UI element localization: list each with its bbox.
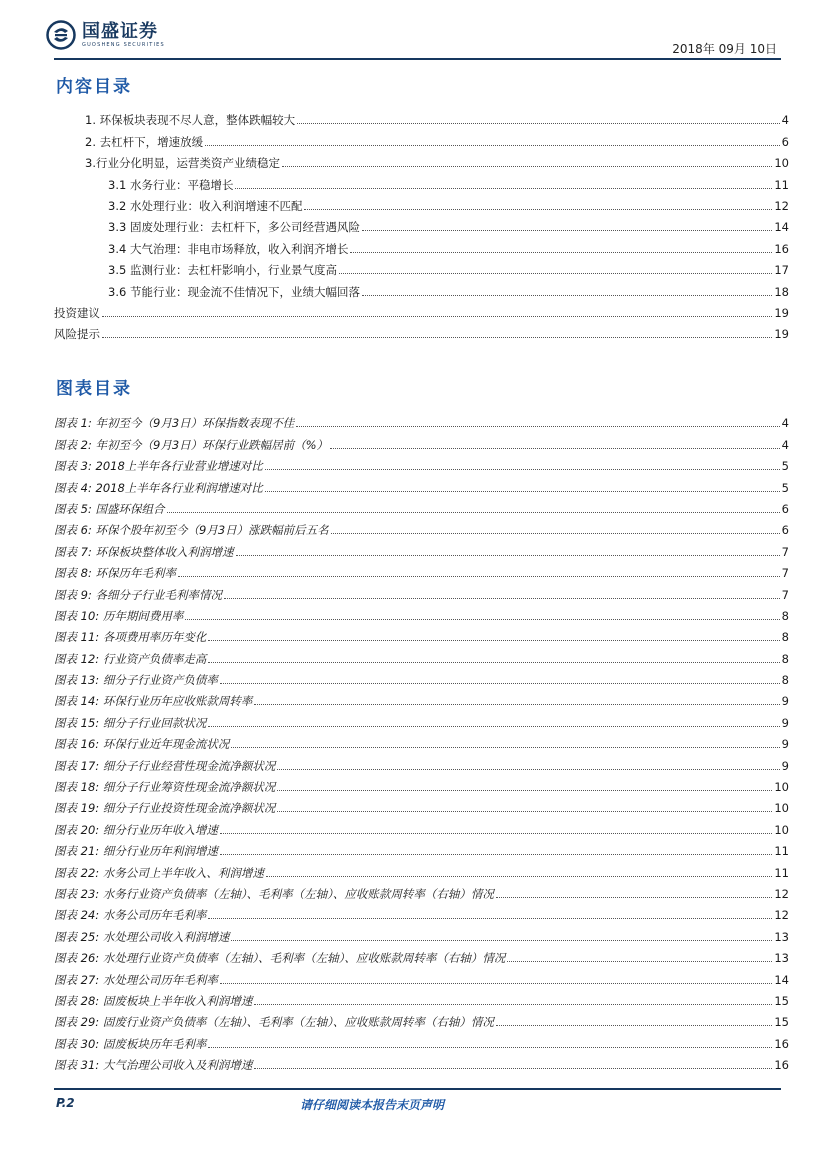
figure-entry[interactable] xyxy=(54,922,789,943)
figure-entry[interactable] xyxy=(54,602,789,623)
figure-entry[interactable] xyxy=(54,666,789,687)
contents-entry-label: 3.行业分化明显，运营类资产业绩稳定 xyxy=(85,156,280,171)
dot-leader xyxy=(208,725,779,727)
figure-entry-label: 图表 19: 细分子行业投资性现金流净额状况 xyxy=(54,801,276,816)
figure-entry-page: 11 xyxy=(774,844,789,859)
dot-leader xyxy=(331,532,780,534)
contents-entry[interactable] xyxy=(54,277,789,298)
figure-entry[interactable] xyxy=(54,687,789,708)
contents-entry[interactable] xyxy=(54,149,789,170)
figure-entry-label: 图表 13: 细分子行业资产负债率 xyxy=(54,673,218,688)
figure-entry[interactable] xyxy=(54,837,789,858)
dot-leader xyxy=(208,661,779,663)
dot-leader xyxy=(231,939,772,941)
figure-entry-page: 9 xyxy=(781,715,789,730)
figure-entry[interactable] xyxy=(54,516,789,537)
figure-entry-page: 16 xyxy=(774,1058,789,1073)
figure-entry-label: 图表 14: 环保行业历年应收账款周转率 xyxy=(54,694,253,709)
dot-leader xyxy=(236,554,780,556)
figure-entry[interactable] xyxy=(54,773,789,794)
figure-entry-label: 图表 24: 水务公司历年毛利率 xyxy=(54,908,207,923)
figure-entry-page: 11 xyxy=(774,865,789,880)
header-divider xyxy=(54,58,781,60)
figure-entry-label: 图表 4: 2018上半年各行业利润增速对比 xyxy=(54,480,263,495)
figure-entry[interactable] xyxy=(54,987,789,1008)
figure-entry-label: 图表 29: 固废行业资产负债率（左轴）、毛利率（左轴）、应收账款周转率（右轴）情况 xyxy=(54,1015,494,1030)
figure-entry-page: 5 xyxy=(781,480,789,495)
dot-leader xyxy=(277,789,772,791)
dot-leader xyxy=(266,875,773,877)
figure-entry-label: 图表 12: 行业资产负债率走高 xyxy=(54,651,207,666)
contents-entry-page: 12 xyxy=(774,198,789,213)
figure-entry[interactable] xyxy=(54,409,789,430)
figure-entry-label: 图表 8: 环保历年毛利率 xyxy=(54,566,177,581)
company-logo-icon xyxy=(46,20,76,50)
figure-entry-label: 图表 6: 环保个股年初至今（9月3日）涨跌幅前后五名 xyxy=(54,523,329,538)
contents-entry-page: 10 xyxy=(774,156,789,171)
contents-list xyxy=(54,106,789,341)
contents-entry[interactable] xyxy=(54,127,789,148)
dot-leader xyxy=(208,639,779,641)
report-date: 2018年 09月 10日 xyxy=(672,42,777,56)
figure-entry-label: 图表 31: 大气治理公司收入及利润增速 xyxy=(54,1058,253,1073)
figure-entry-page: 10 xyxy=(774,801,789,816)
figure-entry-page: 8 xyxy=(781,651,789,666)
figure-entry[interactable] xyxy=(54,559,789,580)
contents-entry-page: 17 xyxy=(774,263,789,278)
figure-entry-label: 图表 23: 水务行业资产负债率（左轴）、毛利率（左轴）、应收账款周转率（右轴）情况 xyxy=(54,886,494,901)
figure-entry-page: 10 xyxy=(774,780,789,795)
page-header xyxy=(0,0,827,66)
figure-entry[interactable] xyxy=(54,1008,789,1029)
figure-entry[interactable] xyxy=(54,965,789,986)
figure-entry-label: 图表 22: 水务公司上半年收入、利润增速 xyxy=(54,865,264,880)
figure-entry-page: 6 xyxy=(781,501,789,516)
contents-entry[interactable] xyxy=(54,170,789,191)
figure-entry-page: 9 xyxy=(781,737,789,752)
figure-entry-page: 9 xyxy=(781,694,789,709)
figure-entry[interactable] xyxy=(54,901,789,922)
figure-entry-label: 图表 7: 环保板块整体收入利润增速 xyxy=(54,544,234,559)
contents-entry-page: 19 xyxy=(774,305,789,320)
figure-entry-label: 图表 1: 年初至今（9月3日）环保指数表现不佳 xyxy=(54,416,295,431)
dot-leader xyxy=(208,917,772,919)
figure-entry[interactable] xyxy=(54,858,789,879)
dot-leader xyxy=(265,468,780,470)
dot-leader xyxy=(265,490,780,492)
figure-entry-label: 图表 20: 细分行业历年收入增速 xyxy=(54,822,218,837)
dot-leader xyxy=(296,425,780,427)
contents-entry[interactable] xyxy=(54,299,789,320)
contents-entry-label: 3.2 水处理行业：收入利润增速不匹配 xyxy=(108,198,303,213)
figure-entry-label: 图表 11: 各项费用率历年变化 xyxy=(54,630,207,645)
figure-entry-page: 16 xyxy=(774,1036,789,1051)
figure-entry[interactable] xyxy=(54,473,789,494)
contents-entry-page: 19 xyxy=(774,327,789,342)
figure-entry-page: 5 xyxy=(781,459,789,474)
figure-entry[interactable] xyxy=(54,815,789,836)
dot-leader xyxy=(496,1024,773,1026)
contents-entry[interactable] xyxy=(54,192,789,213)
figure-entry-label: 图表 27: 水处理公司历年毛利率 xyxy=(54,972,218,987)
figure-entry[interactable] xyxy=(54,623,789,644)
contents-entry-label: 2. 去杠杆下，增速放缓 xyxy=(85,134,204,149)
figure-entry-page: 15 xyxy=(774,1015,789,1030)
figure-entry-page: 10 xyxy=(774,822,789,837)
contents-title: 内容目录 xyxy=(56,77,132,97)
figure-entry[interactable] xyxy=(54,751,789,772)
figure-entry-page: 8 xyxy=(781,630,789,645)
dot-leader xyxy=(254,1067,772,1069)
figure-entry-label: 图表 3: 2018上半年各行业营业增速对比 xyxy=(54,459,263,474)
figure-entry[interactable] xyxy=(54,537,789,558)
contents-entry-label: 3.1 水务行业：平稳增长 xyxy=(108,177,234,192)
figure-entry[interactable] xyxy=(54,452,789,473)
figure-entry[interactable] xyxy=(54,880,789,901)
figure-entry-label: 图表 16: 环保行业近年现金流状况 xyxy=(54,737,230,752)
figure-entry-page: 4 xyxy=(781,416,789,431)
dot-leader xyxy=(254,1003,772,1005)
figure-entry[interactable] xyxy=(54,1029,789,1050)
dot-leader xyxy=(224,597,780,599)
dot-leader xyxy=(220,853,773,855)
figure-entry[interactable] xyxy=(54,644,789,665)
company-logo xyxy=(46,20,165,50)
figure-entry-page: 6 xyxy=(781,523,789,538)
figure-entry-label: 图表 30: 固废板块历年毛利率 xyxy=(54,1036,207,1051)
dot-leader xyxy=(220,982,773,984)
dot-leader xyxy=(277,810,772,812)
figure-entry-page: 4 xyxy=(781,437,789,452)
dot-leader xyxy=(185,618,779,620)
dot-leader xyxy=(231,746,779,748)
figure-entry-label: 图表 9: 各细分子行业毛利率情况 xyxy=(54,587,223,602)
contents-entry[interactable] xyxy=(54,234,789,255)
contents-entry-label: 3.5 监测行业：去杠杆影响小，行业景气度高 xyxy=(108,263,337,278)
figure-entry-label: 图表 5: 国盛环保组合 xyxy=(54,501,165,516)
figure-entry-page: 7 xyxy=(781,544,789,559)
figure-entry-page: 12 xyxy=(774,908,789,923)
figure-entry-label: 图表 25: 水处理公司收入利润增速 xyxy=(54,929,230,944)
contents-entry-page: 16 xyxy=(774,241,789,256)
dot-leader xyxy=(339,272,772,274)
dot-leader xyxy=(178,575,780,577)
footer-divider xyxy=(54,1088,781,1090)
figure-entry-label: 图表 15: 细分子行业回款状况 xyxy=(54,715,207,730)
figure-entry-page: 13 xyxy=(774,951,789,966)
dot-leader xyxy=(496,896,773,898)
figure-entry-page: 7 xyxy=(781,566,789,581)
figure-entry[interactable] xyxy=(54,430,789,451)
figure-entry[interactable] xyxy=(54,580,789,601)
figure-entry-page: 8 xyxy=(781,608,789,623)
figure-entry[interactable] xyxy=(54,1051,789,1072)
figures-list xyxy=(54,409,789,1072)
contents-entry[interactable] xyxy=(54,256,789,277)
figure-entry-label: 图表 2: 年初至今（9月3日）环保行业跌幅居前（%） xyxy=(54,437,329,452)
contents-entry[interactable] xyxy=(54,213,789,234)
dot-leader xyxy=(254,703,779,705)
contents-entry-page: 18 xyxy=(774,284,789,299)
contents-entry-page: 4 xyxy=(781,113,789,128)
contents-entry-label: 3.3 固废处理行业：去杠杆下，多公司经营遇风险 xyxy=(108,220,360,235)
figure-entry-page: 12 xyxy=(774,886,789,901)
contents-entry-page: 6 xyxy=(781,134,789,149)
figure-entry-page: 13 xyxy=(774,929,789,944)
dot-leader xyxy=(220,682,780,684)
contents-entry-page: 14 xyxy=(774,220,789,235)
dot-leader xyxy=(297,122,780,124)
dot-leader xyxy=(282,165,772,167)
page-number: P.2 xyxy=(56,1096,75,1110)
footer-disclaimer: 请仔细阅读本报告末页声明 xyxy=(300,1098,445,1112)
figure-entry-page: 14 xyxy=(774,972,789,987)
dot-leader xyxy=(102,315,772,317)
dot-leader xyxy=(102,336,772,338)
contents-entry-label: 风险提示 xyxy=(54,327,100,342)
figure-entry[interactable] xyxy=(54,495,789,516)
dot-leader xyxy=(277,768,779,770)
figure-entry-page: 15 xyxy=(774,993,789,1008)
figures-title: 图表目录 xyxy=(56,379,132,399)
company-name: 国盛证券 xyxy=(82,20,158,42)
contents-entry[interactable] xyxy=(54,106,789,127)
dot-leader xyxy=(362,294,772,296)
dot-leader xyxy=(220,832,773,834)
dot-leader xyxy=(350,251,772,253)
figure-entry-page: 9 xyxy=(781,758,789,773)
figure-entry-page: 7 xyxy=(781,587,789,602)
contents-entry-page: 11 xyxy=(774,177,789,192)
dot-leader xyxy=(330,447,780,449)
figure-entry-label: 图表 18: 细分子行业筹资性现金流净额状况 xyxy=(54,780,276,795)
contents-entry-label: 1. 环保板块表现不尽人意，整体跌幅较大 xyxy=(85,113,296,128)
dot-leader xyxy=(304,208,772,210)
contents-entry-label: 3.4 大气治理：非电市场释放，收入利润齐增长 xyxy=(108,241,349,256)
dot-leader xyxy=(205,144,780,146)
figure-entry[interactable] xyxy=(54,708,789,729)
dot-leader xyxy=(362,229,772,231)
figure-entry-label: 图表 21: 细分行业历年利润增速 xyxy=(54,844,218,859)
dot-leader xyxy=(507,960,772,962)
figure-entry-label: 图表 17: 细分子行业经营性现金流净额状况 xyxy=(54,758,276,773)
figure-entry-page: 8 xyxy=(781,673,789,688)
dot-leader xyxy=(235,187,772,189)
figure-entry[interactable] xyxy=(54,794,789,815)
figure-entry[interactable] xyxy=(54,944,789,965)
company-name-en: GUOSHENG SECURITIES xyxy=(82,41,165,48)
dot-leader xyxy=(208,1046,772,1048)
dot-leader xyxy=(167,511,780,513)
contents-entry-label: 3.6 节能行业：现金流不佳情况下，业绩大幅回落 xyxy=(108,284,360,299)
figure-entry-label: 图表 26: 水处理行业资产负债率（左轴）、毛利率（左轴）、应收账款周转率（右轴）情况 xyxy=(54,951,506,966)
figure-entry-label: 图表 28: 固废板块上半年收入利润增速 xyxy=(54,993,253,1008)
figure-entry-label: 图表 10: 历年期间费用率 xyxy=(54,608,184,623)
contents-entry[interactable] xyxy=(54,320,789,341)
contents-entry-label: 投资建议 xyxy=(54,305,100,320)
figure-entry[interactable] xyxy=(54,730,789,751)
